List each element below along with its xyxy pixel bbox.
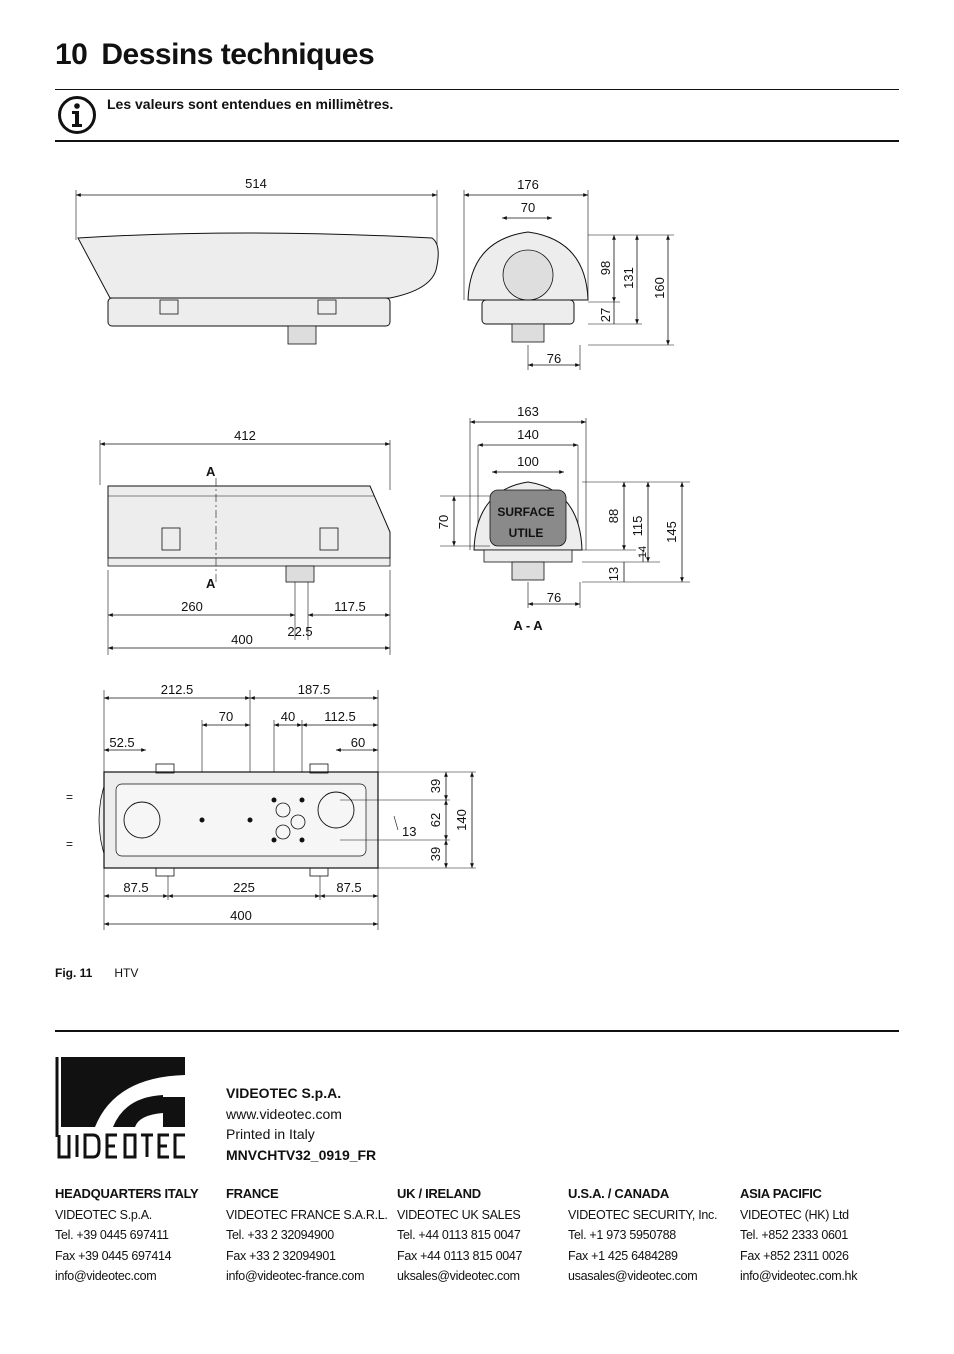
units-note: Les valeurs sont entendues en millimètres. — [107, 96, 394, 112]
office-email[interactable]: info@videotec.com — [55, 1269, 157, 1283]
page-title — [55, 38, 374, 72]
office-email[interactable]: info@videotec.com.hk — [740, 1269, 858, 1283]
dim-514: 514 — [245, 176, 267, 191]
office-email[interactable]: uksales@videotec.com — [397, 1269, 520, 1283]
section-number: 10 — [55, 38, 88, 71]
surface-label-2: UTILE — [508, 526, 544, 540]
dim-412: 412 — [234, 428, 256, 443]
dim-52-5: 52.5 — [109, 735, 135, 750]
office-fax: Fax +852 2311 0026 — [740, 1248, 849, 1263]
office-heading: ASIA PACIFIC — [740, 1186, 822, 1201]
company-name: VIDEOTEC S.p.A. — [226, 1085, 342, 1101]
dim-62: 62 — [428, 812, 443, 828]
office-uk — [397, 1184, 567, 1287]
dim-187-5: 187.5 — [297, 682, 331, 697]
dim-145: 145 — [664, 521, 679, 543]
footer-rule — [55, 1030, 899, 1032]
company-website[interactable]: www.videotec.com — [226, 1105, 342, 1122]
dim-117-5: 117.5 — [334, 599, 366, 614]
dim-176: 176 — [517, 177, 539, 192]
dim-40: 40 — [280, 709, 296, 724]
front-view-housing — [464, 177, 674, 370]
dim-39-top: 39 — [428, 778, 443, 794]
dim-225: 225 — [233, 880, 255, 895]
dim-87-5-left: 87.5 — [123, 880, 149, 895]
office-tel: Tel. +1 973 5950788 — [568, 1228, 676, 1242]
dim-13: 13 — [606, 566, 621, 582]
office-name: VIDEOTEC FRANCE S.A.R.L. — [226, 1207, 388, 1222]
dim-14: 14 — [637, 545, 649, 559]
dim-400-side: 400 — [231, 632, 253, 647]
technical-drawing — [40, 160, 720, 950]
office-usa — [568, 1184, 738, 1287]
office-italy — [55, 1184, 225, 1287]
dim-27: 27 — [598, 307, 613, 323]
dim-140: 140 — [517, 427, 539, 442]
dim-160: 160 — [652, 277, 667, 299]
dim-260: 260 — [181, 599, 203, 614]
section-a-top: A — [206, 464, 216, 479]
office-tel: Tel. +852 2333 0601 — [740, 1228, 848, 1242]
section-title: Dessins techniques — [101, 38, 375, 71]
header-rule-top — [55, 89, 899, 90]
dim-98: 98 — [598, 260, 613, 276]
dim-13-bottom: 13 — [402, 824, 417, 839]
side-view-section — [100, 428, 390, 655]
dim-70-bottom: 70 — [218, 709, 234, 724]
section-a-bottom: A — [206, 576, 216, 591]
office-france — [226, 1184, 396, 1287]
dim-112-5: 112.5 — [324, 709, 356, 724]
bottom-view — [66, 682, 476, 930]
videotec-logo — [55, 1057, 189, 1161]
dim-70: 70 — [520, 200, 536, 215]
office-fax: Fax +44 0113 815 0047 — [397, 1248, 523, 1263]
figure-number: Fig. 11 — [55, 966, 93, 980]
office-heading: FRANCE — [226, 1186, 279, 1201]
office-name: VIDEOTEC SECURITY, Inc. — [568, 1207, 718, 1222]
office-fax: Fax +39 0445 697414 — [55, 1248, 172, 1263]
symmetry-mark-2: = — [66, 837, 74, 851]
section-aa — [436, 404, 690, 633]
dim-39-bottom: 39 — [428, 846, 443, 862]
figure-title: HTV — [114, 966, 139, 980]
office-heading: U.S.A. / CANADA — [568, 1186, 669, 1201]
office-name: VIDEOTEC (HK) Ltd — [740, 1207, 849, 1222]
office-heading: HEADQUARTERS ITALY — [55, 1186, 199, 1201]
dim-76: 76 — [546, 351, 562, 366]
office-asia — [740, 1184, 910, 1287]
office-heading: UK / IRELAND — [397, 1186, 481, 1201]
symmetry-mark-1: = — [66, 790, 74, 804]
office-fax: Fax +33 2 32094901 — [226, 1248, 336, 1263]
office-email[interactable]: info@videotec-france.com — [226, 1269, 365, 1283]
office-tel: Tel. +33 2 32094900 — [226, 1228, 334, 1242]
dim-115: 115 — [630, 515, 645, 537]
dim-76-section: 76 — [546, 590, 562, 605]
side-view-housing — [76, 176, 438, 344]
office-tel: Tel. +44 0113 815 0047 — [397, 1228, 521, 1242]
figure-caption — [55, 966, 138, 980]
surface-label-1: SURFACE — [497, 505, 555, 519]
office-tel: Tel. +39 0445 697411 — [55, 1228, 169, 1242]
header-rule-bottom — [55, 140, 899, 142]
dim-400-bottom: 400 — [230, 908, 252, 923]
dim-60: 60 — [350, 735, 366, 750]
dim-88: 88 — [606, 508, 621, 524]
dim-70-section: 70 — [436, 514, 451, 530]
dim-212-5: 212.5 — [160, 682, 194, 697]
info-icon — [57, 95, 97, 135]
dim-163: 163 — [517, 404, 539, 419]
office-name: VIDEOTEC S.p.A. — [55, 1207, 152, 1222]
section-label: A - A — [513, 618, 543, 633]
office-fax: Fax +1 425 6484289 — [568, 1248, 678, 1263]
dim-22-5: 22.5 — [287, 624, 313, 639]
dim-100: 100 — [517, 454, 539, 469]
office-name: VIDEOTEC UK SALES — [397, 1207, 521, 1222]
document-code: MNVCHTV32_0919_FR — [226, 1146, 377, 1163]
dim-131: 131 — [621, 267, 636, 289]
dim-140-bottom: 140 — [454, 809, 469, 831]
office-email[interactable]: usasales@videotec.com — [568, 1269, 698, 1283]
company-info — [226, 1083, 376, 1165]
printed-in: Printed in Italy — [226, 1126, 315, 1142]
dim-87-5-right: 87.5 — [336, 880, 362, 895]
